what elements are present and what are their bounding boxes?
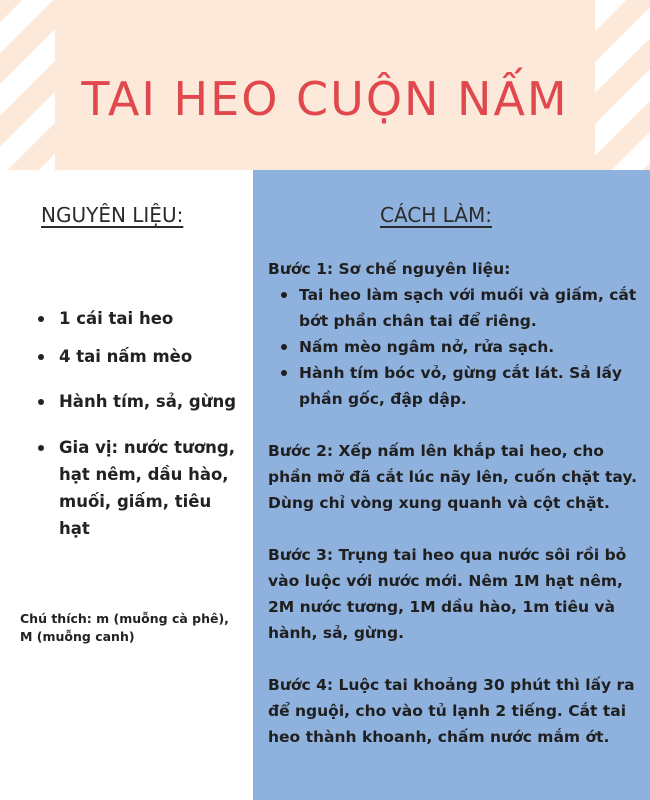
- page-title: TAI HEO CUỘN NẤM: [81, 72, 569, 126]
- method-heading: CÁCH LÀM:: [380, 203, 492, 227]
- ingredients-list: [0, 305, 240, 553]
- step-4-text: Bước 4: Luộc tai khoảng 30 phút thì lấy ra để nguội, cho vào tủ lạnh 2 tiếng. Cắt tai heo thành khoanh, chấm nước mắm ớt.: [268, 676, 635, 746]
- ingredients-panel: [0, 170, 253, 800]
- step-1: [268, 256, 640, 412]
- step-1-title: Bước 1: Sơ chế nguyên liệu:: [268, 260, 511, 278]
- step-bullet: Tai heo làm sạch với muối và giấm, cắt bớt phần chân tai để riêng.: [268, 282, 640, 334]
- ingredient-item: 4 tai nấm mèo: [0, 343, 240, 370]
- step-3-text: Bước 3: Trụng tai heo qua nước sôi rồi bỏ vào luộc với nước mới. Nêm 1M hạt nêm, 2M nước tương, 1M dầu hào, 1m tiêu và hành, sả, gừng.: [268, 546, 627, 642]
- step-1-bullets: [268, 282, 640, 412]
- step-bullet: Hành tím bóc vỏ, gừng cắt lát. Sả lấy phần gốc, đập dập.: [268, 360, 640, 412]
- step-4: [268, 672, 640, 750]
- step-bullet: Nấm mèo ngâm nở, rửa sạch.: [268, 334, 640, 360]
- method-panel: [253, 170, 650, 800]
- measurement-note: Chú thích: m (muỗng cà phê), M (muỗng canh): [20, 611, 229, 644]
- ingredient-item: Hành tím, sả, gừng: [0, 381, 240, 423]
- ingredient-item: Gia vị: nước tương, hạt nêm, dầu hào, muối, giấm, tiêu hạt: [0, 434, 240, 542]
- steps-list: [268, 256, 640, 776]
- step-2-text: Bước 2: Xếp nấm lên khắp tai heo, cho phần mỡ đã cắt lúc nãy lên, cuốn chặt tay. Dùng chỉ vòng xung quanh và cột chặt.: [268, 442, 637, 512]
- step-2: [268, 438, 640, 516]
- ingredient-item: 1 cái tai heo: [0, 305, 240, 332]
- header-banner: [0, 0, 650, 170]
- ingredients-heading: NGUYÊN LIỆU:: [41, 203, 184, 227]
- step-3: [268, 542, 640, 646]
